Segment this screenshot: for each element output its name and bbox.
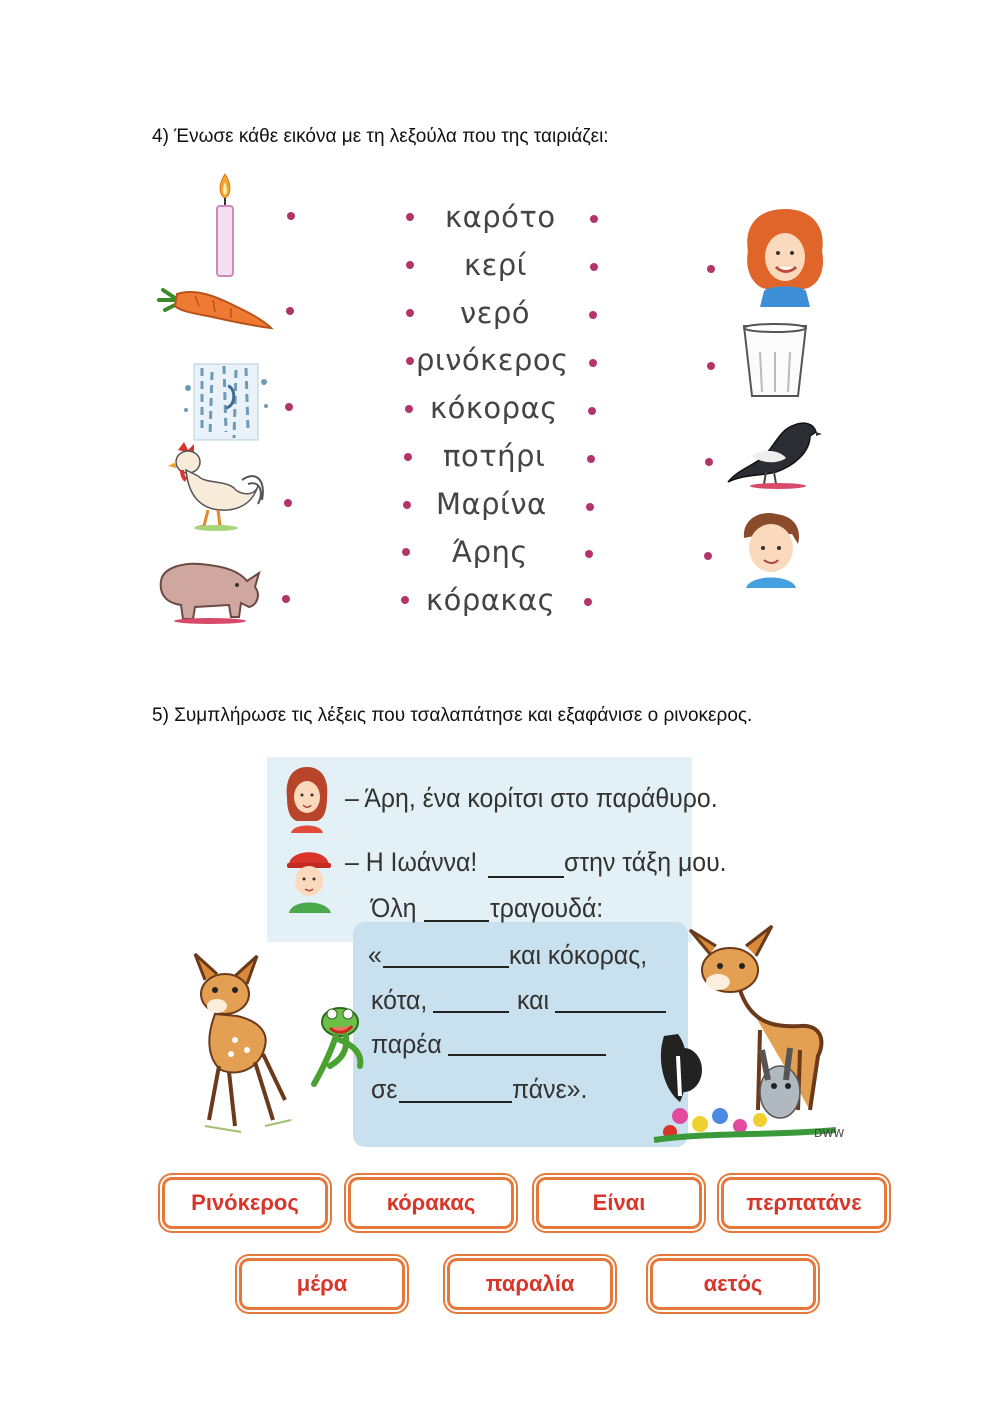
water-icon bbox=[180, 358, 270, 443]
connector-dot[interactable] bbox=[402, 548, 410, 556]
connector-dot[interactable] bbox=[284, 499, 292, 507]
girl-head-icon bbox=[283, 763, 331, 835]
crow-icon bbox=[722, 412, 822, 494]
boy-icon bbox=[732, 510, 810, 592]
blank-4[interactable] bbox=[433, 1011, 509, 1013]
dialogue-line-3-start: Όλη bbox=[371, 893, 417, 923]
word-rinokeros: ρινόκερος bbox=[416, 343, 569, 377]
song-line-2-start: κότα, bbox=[371, 985, 428, 1015]
rooster-icon bbox=[158, 440, 270, 532]
connector-dot[interactable] bbox=[406, 357, 414, 365]
word-nero: νερό bbox=[460, 296, 531, 330]
dialogue-line-1: – Άρη, ένα κορίτσι στο παράθυρο. bbox=[345, 783, 718, 813]
connector-dot[interactable] bbox=[587, 455, 595, 463]
connector-dot[interactable] bbox=[707, 265, 715, 273]
blank-1[interactable] bbox=[488, 876, 564, 878]
option-tile[interactable]: μέρα bbox=[239, 1258, 405, 1310]
dialogue-line-3-end: τραγουδά: bbox=[490, 893, 604, 923]
rhino-icon bbox=[155, 555, 265, 625]
connector-dot[interactable] bbox=[406, 309, 414, 317]
connector-dot[interactable] bbox=[287, 212, 295, 220]
connector-dot[interactable] bbox=[403, 501, 411, 509]
glass-icon bbox=[740, 322, 810, 400]
dialogue-line-2-start: – Η Ιωάννα! bbox=[345, 847, 478, 877]
song-line-3-start: παρέα bbox=[371, 1029, 442, 1059]
word-kokoras: κόκορας bbox=[430, 391, 558, 425]
connector-dot[interactable] bbox=[589, 359, 597, 367]
option-tile[interactable]: Είναι bbox=[536, 1177, 702, 1229]
option-tile[interactable]: αετός bbox=[650, 1258, 816, 1310]
connector-dot[interactable] bbox=[704, 552, 712, 560]
song-line-4-end: πάνε». bbox=[512, 1074, 588, 1104]
blank-7[interactable] bbox=[399, 1101, 512, 1103]
connector-dot[interactable] bbox=[286, 307, 294, 315]
artist-mark: DWW bbox=[814, 1127, 845, 1140]
song-line-1-end: και κόκορας, bbox=[509, 940, 648, 970]
connector-dot[interactable] bbox=[406, 261, 414, 269]
connector-dot[interactable] bbox=[584, 598, 592, 606]
connector-dot[interactable] bbox=[401, 596, 409, 604]
fawn-skunk-rabbit-icon bbox=[650, 920, 840, 1160]
option-tile[interactable]: περπατάνε bbox=[721, 1177, 887, 1229]
blank-2[interactable] bbox=[424, 920, 489, 922]
connector-dot[interactable] bbox=[585, 550, 593, 558]
song-line-1-start: « bbox=[368, 940, 382, 970]
connector-dot[interactable] bbox=[586, 503, 594, 511]
exercise-4-title: 4) Ένωσε κάθε εικόνα με τη λεξούλα που της ταιριάζει: bbox=[152, 126, 609, 147]
word-potiri: ποτήρι bbox=[443, 439, 546, 473]
connector-dot[interactable] bbox=[589, 311, 597, 319]
connector-dot[interactable] bbox=[705, 458, 713, 466]
connector-dot[interactable] bbox=[590, 263, 598, 271]
girl-icon bbox=[740, 205, 830, 310]
connector-dot[interactable] bbox=[590, 215, 598, 223]
option-tile[interactable]: παραλία bbox=[447, 1258, 613, 1310]
word-keri: κερί bbox=[464, 248, 527, 282]
option-tile[interactable]: Ρινόκερος bbox=[162, 1177, 328, 1229]
fawn-left-icon bbox=[165, 950, 295, 1150]
connector-dot[interactable] bbox=[285, 403, 293, 411]
carrot-icon bbox=[155, 282, 275, 337]
word-aris: Άρης bbox=[452, 535, 528, 569]
word-korakas: κόρακας bbox=[426, 583, 556, 617]
boy-head-icon bbox=[283, 843, 335, 915]
blank-3[interactable] bbox=[383, 966, 509, 968]
option-tile[interactable]: κόρακας bbox=[348, 1177, 514, 1229]
song-line-2-mid: και bbox=[517, 985, 549, 1015]
blank-6[interactable] bbox=[448, 1054, 606, 1056]
dialogue-line-2-end: στην τάξη μου. bbox=[564, 847, 727, 877]
word-karoto: καρότο bbox=[445, 200, 556, 234]
connector-dot[interactable] bbox=[707, 362, 715, 370]
candle-icon bbox=[208, 170, 242, 280]
connector-dot[interactable] bbox=[282, 595, 290, 603]
exercise-5-title: 5) Συμπλήρωσε τις λέξεις που τσαλαπάτησε και εξαφάνισε ο ρινοκερος. bbox=[152, 705, 753, 726]
frog-icon bbox=[300, 1000, 370, 1095]
word-marina: Μαρίνα bbox=[436, 487, 547, 521]
song-line-4-start: σε bbox=[371, 1074, 398, 1104]
connector-dot[interactable] bbox=[405, 405, 413, 413]
connector-dot[interactable] bbox=[404, 453, 412, 461]
connector-dot[interactable] bbox=[588, 407, 596, 415]
connector-dot[interactable] bbox=[406, 213, 414, 221]
